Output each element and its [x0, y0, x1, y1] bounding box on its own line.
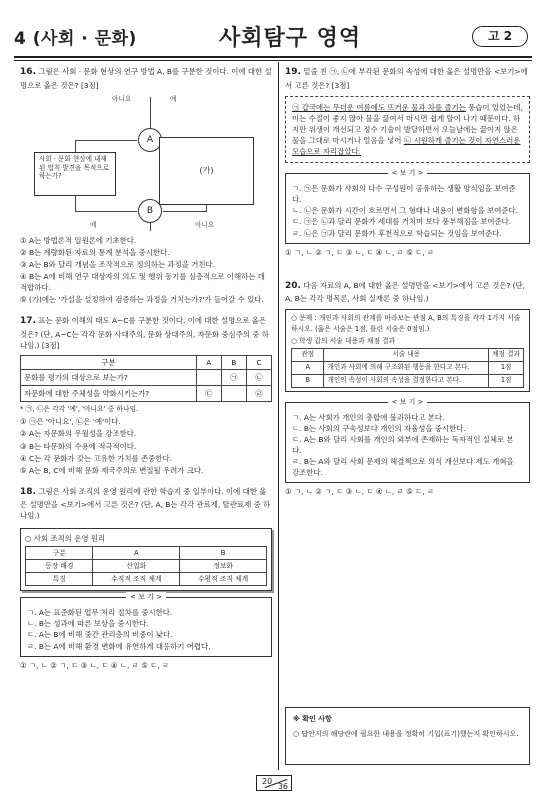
- passage-box: [285, 96, 530, 164]
- choice-3[interactable]: ③ B는 타문화의 수용에 적극적이다.: [20, 441, 137, 451]
- table-row: [292, 361, 524, 374]
- table-cell: [221, 386, 246, 402]
- question-text: 밑줄 친 ㉠, ㉡에 부각된 문화의 속성에 대한 옳은 설명만을 <보기>에서 고른 것은? [3점]: [285, 67, 528, 90]
- label-no: 아니요: [112, 94, 132, 103]
- question-number: 16.: [20, 67, 36, 77]
- bogi-item: ㄴ. ㉡은 문화가 시간이 흐르면서 그 형태나 내용이 변화함을 보여준다.: [292, 206, 518, 216]
- table-cell: [196, 370, 221, 386]
- choice-5[interactable]: ⑤ A는 B, C에 비해 문화 제국주의로 변질될 우려가 크다.: [20, 465, 204, 475]
- table-cell: 개인의 속성이 사회의 속성을 결정한다고 본다.: [324, 374, 489, 387]
- table-cell: ㉠: [221, 370, 246, 386]
- material-box: [285, 309, 530, 391]
- table-header: C: [246, 355, 271, 369]
- question-number: 20.: [285, 280, 301, 291]
- question-20: [285, 280, 530, 498]
- question-number: 19.: [285, 67, 301, 77]
- table-header: 구분: [21, 355, 197, 369]
- result-title: ○ 학생 갑의 서술 내용과 채점 결과: [291, 336, 396, 345]
- table-cell: 산업화: [93, 559, 180, 572]
- diagram-line: [163, 211, 206, 212]
- choice-1[interactable]: ① A는 방법론적 일원론에 기초한다.: [20, 235, 137, 245]
- table-row: [26, 573, 267, 586]
- left-column: [20, 66, 272, 671]
- column-divider: [278, 62, 279, 770]
- ga-box: (가): [159, 137, 254, 205]
- question-16: [20, 66, 272, 305]
- bogi-item: ㄴ. B는 성과에 따른 보상을 중시한다.: [27, 619, 149, 629]
- table-header: B: [180, 546, 267, 559]
- choice-2[interactable]: ② A는 자문화의 우월성을 강조한다.: [20, 429, 137, 439]
- table-cell: A: [292, 361, 324, 374]
- table-header: 서술 내용: [324, 348, 489, 361]
- table-note: * ㉠, ㉡은 각각 '예', '아니요' 중 하나임.: [20, 405, 139, 414]
- worksheet-box: [20, 528, 272, 592]
- table-cell: 개인과 사회에 의해 구조화된 행동을 한다고 본다.: [324, 361, 489, 374]
- choice-2[interactable]: ② B는 계량화된 자료의 통계 분석을 중시한다.: [20, 247, 170, 257]
- confirm-text: ○ 답안지의 해당란에 필요한 내용을 정확히 기입(표기)했는지 확인하시오.: [293, 729, 519, 738]
- table-row: [21, 386, 272, 402]
- question-text: 그림은 사회 조직의 운영 원리에 관한 학습지 중 일부이다. 이에 대한 옳은 설명만을 <보기>에서 고른 것은? (단, A, B는 각각 관료제, 탈관료제 중 하나임.): [20, 486, 271, 521]
- table-cell: 특징: [26, 573, 93, 586]
- question-text: 표는 문화 이해의 태도 A~C를 구분한 것이다. 이에 대한 설명으로 옳은 것은? (단, A~C는 각각 문화 사대주의, 문화 상대주의, 자문화 중심주의 중 하나임.) [3점]: [20, 316, 269, 350]
- choice-list: [20, 235, 272, 306]
- bogi-item: ㄹ. B는 A와 달리 사회 문제의 해결책으로 의식 개선보다 제도 개혁을 강조한다.: [292, 457, 514, 478]
- bogi-title: < 보 기 >: [388, 397, 428, 408]
- choice-4[interactable]: ④ C는 각 문화가 갖는 고유한 가치를 존중한다.: [20, 453, 172, 463]
- grading-table: [291, 348, 524, 388]
- table-row: [21, 370, 272, 386]
- table-cell: 문화를 평가의 대상으로 보는가?: [21, 370, 197, 386]
- bogi-title: < 보 기 >: [388, 168, 428, 179]
- node-b: B: [138, 199, 162, 223]
- choice-line[interactable]: ① ㄱ, ㄴ ② ㄱ, ㄷ ③ ㄴ, ㄷ ④ ㄴ, ㄹ ⑤ ㄷ, ㄹ: [285, 487, 435, 497]
- node-a: A: [138, 128, 162, 152]
- table-header: 구분: [26, 546, 93, 559]
- bogi-title: < 보 기 >: [126, 592, 166, 603]
- organization-table: [25, 546, 267, 587]
- bogi-box: [20, 593, 272, 656]
- diagram-line: [150, 97, 151, 128]
- page-total: 36: [277, 782, 288, 791]
- worksheet-title: ○ 사회 조직의 운영 원리: [25, 533, 106, 543]
- table-cell: 수평적 조직 체계: [180, 573, 267, 586]
- exam-title: 사회탐구 영역: [219, 26, 362, 51]
- choice-list: [20, 416, 272, 476]
- choice-4[interactable]: ④ B는 A에 비해 연구 대상자의 의도 및 행위 동기를 심층적으로 이해하는 데 적합하다.: [20, 271, 265, 293]
- bogi-item: ㄷ. ㉠은 ㉡과 달리 문화가 세대를 거치며 보다 풍부해짐을 보여준다.: [292, 217, 512, 227]
- table-cell: B: [292, 374, 324, 387]
- table-cell: ㉣: [246, 386, 271, 402]
- page-header: [14, 22, 532, 56]
- table-header: 관점: [292, 348, 324, 361]
- table-cell: 1점: [489, 374, 524, 387]
- table-header: B: [221, 355, 246, 369]
- question-17: [20, 315, 272, 476]
- confirm-box: [285, 707, 530, 765]
- page-number: [256, 775, 292, 791]
- header-rule-thin: [14, 60, 532, 61]
- table-header: A: [93, 546, 180, 559]
- start-question-box: 사회 · 문화 현상에 내재된 법칙 발견을 목적으로 하는가?: [34, 152, 116, 196]
- table-cell: 정보화: [180, 559, 267, 572]
- bogi-box: [285, 169, 530, 244]
- passage-body: 풍습이 있었는데, 이는 수질이 좋지 않아 물을 끓여서 마시면 쉽게 탈이 나기 때문이다. 하지만 위생이 개선되고 정수 기술이 발달하면서 오늘날에는 끓이지 않은 물을 그대로 마시거나 얼음을 넣어: [292, 102, 523, 145]
- page-current: 20: [262, 777, 273, 786]
- passage-underline-2: ㉡ 시원하게 즐기는 것이 자연스러운 모습으로 자리잡았다.: [292, 135, 521, 157]
- research-method-diagram: [20, 95, 272, 231]
- question-18: [20, 486, 272, 671]
- bogi-item: ㄱ. A는 사회가 개인의 총합에 불과하다고 본다.: [292, 412, 445, 422]
- table-cell: 자문화에 대한 주체성을 약화시키는가?: [21, 386, 197, 402]
- table-cell: ㉡: [246, 370, 271, 386]
- diagram-line: [150, 223, 151, 231]
- table-header: A: [196, 355, 221, 369]
- choice-3[interactable]: ③ A는 B와 달리 개념을 조작적으로 정의하는 과정을 거친다.: [20, 259, 215, 269]
- grade-badge: 고 2: [472, 26, 528, 47]
- table-header: 채점 결과: [489, 348, 524, 361]
- problem-text: ○ 문제 : 개인과 사회의 관계를 바라보는 관점 A, B의 특징을 각각 1가지 서술하시오. (옳은 서술은 1점, 틀린 서술은 0점임.): [291, 314, 521, 333]
- bogi-item: ㄱ. A는 표준화된 업무 처리 절차를 중시한다.: [27, 608, 173, 618]
- choice-1[interactable]: ① ㉠은 '아니요', ㉡은 '예'이다.: [20, 417, 121, 427]
- question-19: [285, 66, 530, 258]
- bogi-item: ㄹ. ㉡은 ㉠과 달리 문화가 후천적으로 학습되는 것임을 보여준다.: [292, 228, 502, 238]
- bogi-item: ㄱ. ㉠은 문화가 사회의 다수 구성원이 공유하는 생활 양식임을 보여준다.: [292, 184, 516, 205]
- table-cell: 1점: [489, 361, 524, 374]
- label-yes: 예: [170, 94, 177, 103]
- bogi-item: ㄷ. A는 B와 달리 사회를 개인의 외부에 존재하는 독자적인 실체로 본다.: [292, 434, 514, 455]
- question-text: 그림은 사회 · 문화 현상의 연구 방법 A, B를 구분한 것이다. 이에 대한 설명으로 옳은 것은? [3점]: [20, 67, 272, 90]
- choice-5[interactable]: ⑤ (가)에는 '가설을 설정하여 검증하는 과정을 거치는가?'가 들어갈 수 있다.: [20, 295, 264, 305]
- bogi-item: ㄹ. B는 A에 비해 환경 변화에 유연하게 대응하기 어렵다.: [27, 641, 211, 651]
- subject-label: 4 (사회 · 문화): [14, 29, 137, 49]
- question-number: 18.: [20, 486, 36, 497]
- label-no: 아니요: [195, 220, 215, 229]
- table-cell: 수직적 조직 체계: [93, 573, 180, 586]
- bogi-box: [285, 397, 530, 484]
- bogi-item: ㄴ. B는 사회의 구속성보다 개인의 자율성을 중시한다.: [292, 423, 466, 433]
- question-number: 17.: [20, 316, 36, 327]
- bogi-item: ㄷ. A는 B에 비해 중간 관리층의 비중이 낮다.: [27, 630, 173, 640]
- table-row: [26, 559, 267, 572]
- culture-attitude-table: [20, 355, 272, 402]
- choice-line[interactable]: ① ㄱ, ㄴ ② ㄱ, ㄷ ③ ㄴ, ㄷ ④ ㄴ, ㄹ ⑤ ㄷ, ㄹ: [20, 660, 170, 670]
- table-row: [292, 374, 524, 387]
- diagram-line: [206, 205, 207, 212]
- header-rule: [14, 56, 532, 58]
- table-cell: ㉢: [196, 386, 221, 402]
- table-cell: 등장 배경: [26, 559, 93, 572]
- question-text: 다음 자료의 A, B에 대한 옳은 설명만을 <보기>에서 고른 것은? (단, A, B는 각각 명목론, 사회 실재론 중 하나임.): [285, 280, 526, 304]
- choice-line[interactable]: ① ㄱ, ㄴ ② ㄱ, ㄷ ③ ㄴ, ㄷ ④ ㄴ, ㄹ ⑤ ㄷ, ㄹ: [285, 247, 435, 257]
- confirm-title: ※ 확인 사항: [293, 715, 332, 723]
- label-yes: 예: [90, 220, 97, 229]
- passage-underline-1: ㉠ 갑국에는 무더운 여름에도 뜨거운 물과 차를 즐기는: [292, 102, 466, 112]
- right-column: [285, 66, 530, 497]
- diagram-line: [75, 196, 137, 212]
- diagram-line: [75, 140, 137, 152]
